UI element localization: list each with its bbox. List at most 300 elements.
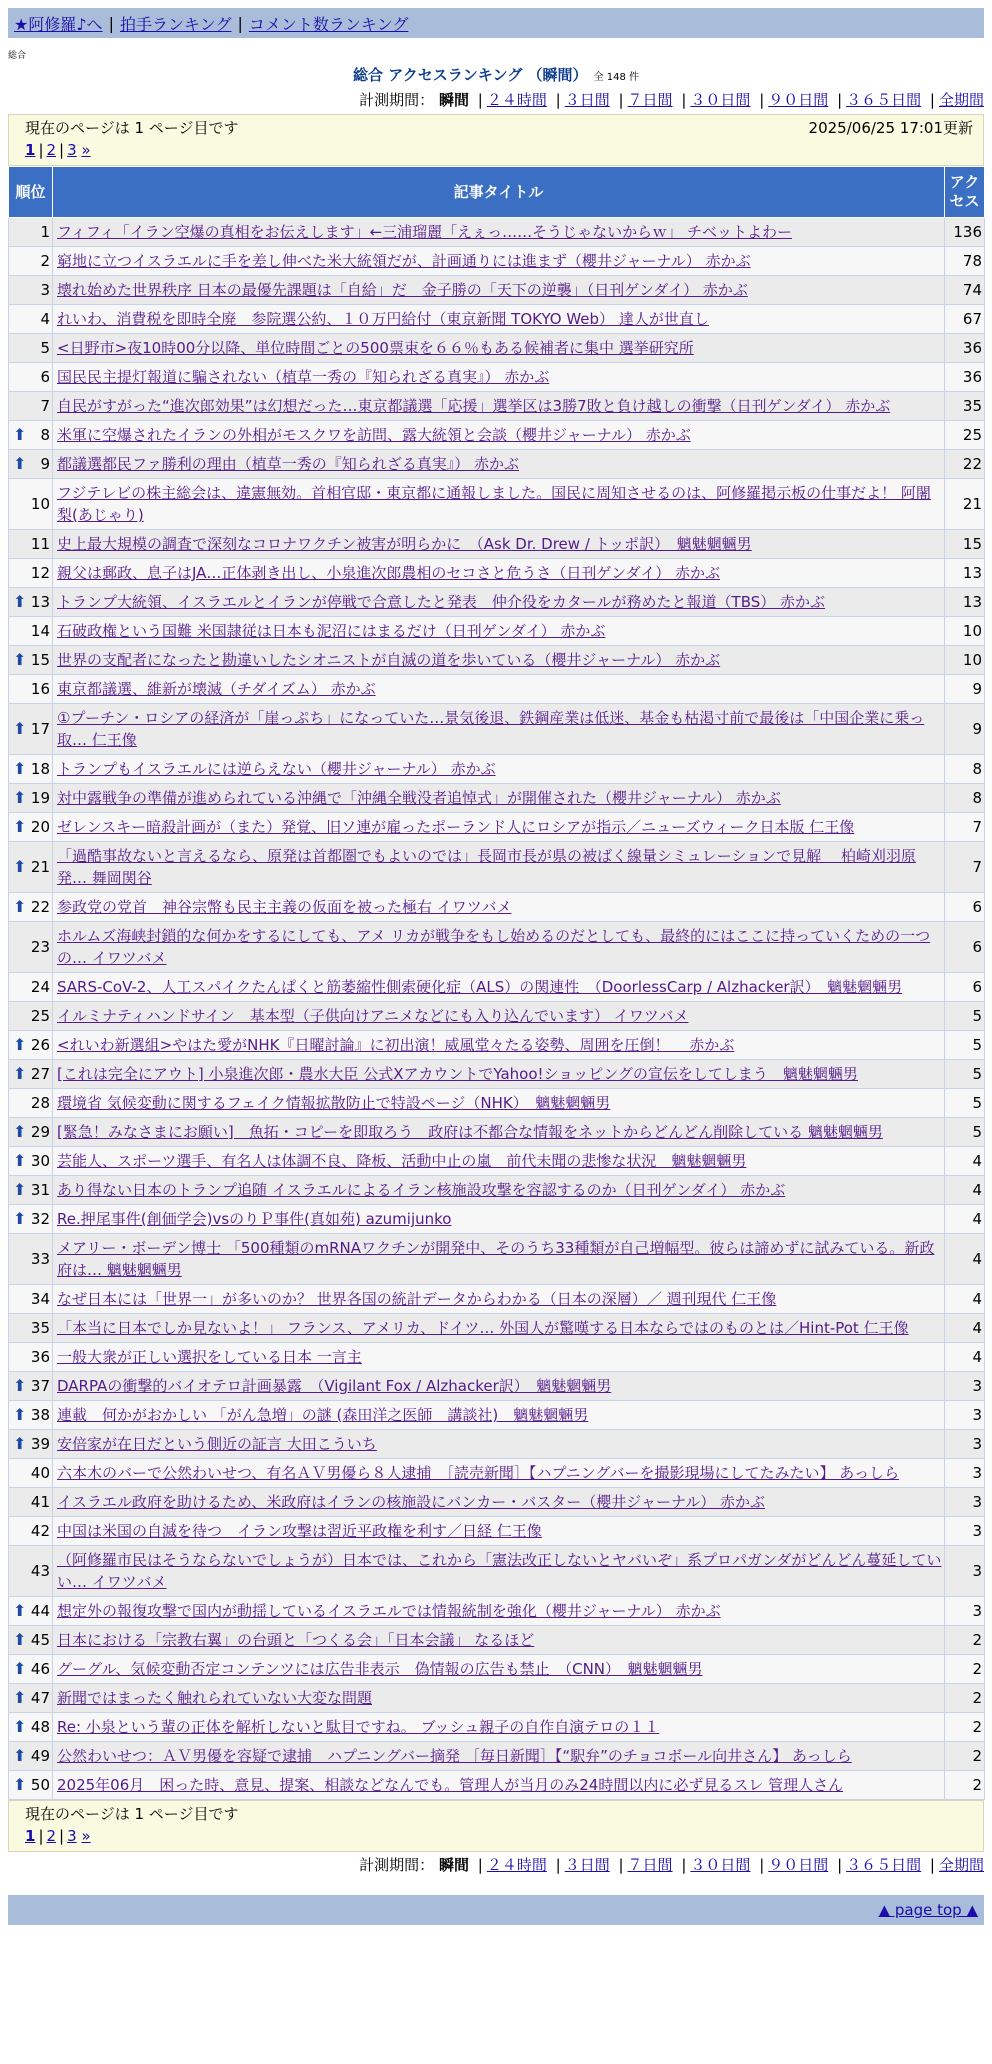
article-title-link[interactable]: 2025年06月 困った時、意見、提案、相談などなんでも。管理人が当月のみ24時間以内に必ず見るスレ 管理人さん [57,1776,844,1794]
pagination: 1 | 2 | 3 » [25,1827,91,1845]
article-title-link[interactable]: 一般大衆が正しい選択をしている日本 一言主 [57,1348,362,1366]
access-count: 13 [945,588,985,617]
access-count: 8 [945,755,985,784]
table-row [9,755,985,784]
title-cell [53,1597,945,1626]
article-title-link[interactable]: 「本当に日本でしか見ないよ！」 フランス、アメリカ、ドイツ… 外国人が驚嘆する日本ならではのものとは／Hint-Pot 仁王像 [57,1319,909,1337]
table-row [9,1147,985,1176]
rank-cell [9,1176,53,1205]
access-count: 3 [945,1488,985,1517]
rank-up-arrow-icon: ⬆ [13,1434,27,1453]
table-row [9,1488,985,1517]
title-cell [53,1771,945,1800]
article-title-link[interactable]: 親父は郵政、息子はJA…正体剥き出し、小泉進次郎農相のセコさと危うさ（日刊ゲンダイ） 赤かぶ [57,564,720,582]
table-row [9,1459,985,1488]
access-count: 8 [945,784,985,813]
access-count: 4 [945,1147,985,1176]
period-3d[interactable]: ３日間 [564,1856,610,1874]
article-title-link[interactable]: [これは完全にアウト] 小泉進次郎・農水大臣 公式XアカウントでYahoo!ショッピングの宣伝をしてしまう 魑魅魍魎男 [57,1065,858,1083]
rank-cell [9,1517,53,1546]
rank-number: 29 [30,1123,50,1141]
rank-number: 24 [30,978,50,996]
table-row [9,1771,985,1800]
rank-up-arrow-icon: ⬆ [13,1151,27,1170]
rank-cell [9,334,53,363]
table-row [9,1684,985,1713]
rank-up-arrow-icon: ⬆ [13,1122,27,1141]
period-label: 計測期間： [359,91,435,109]
article-title-link[interactable]: 芸能人、スポーツ選手、有名人は体調不良、降板、活動中止の嵐 前代未聞の悲惨な状況 魑魅魍魎男 [57,1152,747,1170]
access-count: 36 [945,363,985,392]
access-count: 3 [945,1401,985,1430]
article-title-link[interactable]: [緊急！みなさまにお願い] 魚拓・コピーを即取ろう 政府は不都合な情報をネットからどんどん削除している 魑魅魍魎男 [57,1123,883,1141]
rank-up-arrow-icon: ⬆ [13,454,27,473]
rank-cell [9,646,53,675]
page-link-2[interactable]: 2 [46,141,57,159]
rank-cell [9,1459,53,1488]
access-count: 2 [945,1742,985,1771]
rank-number: 48 [30,1718,50,1736]
title-cell [53,1742,945,1771]
title-cell [53,973,945,1002]
title-cell [53,675,945,704]
period-current: 瞬間 [438,1856,469,1874]
rank-cell [9,392,53,421]
rank-number: 27 [30,1065,50,1083]
period-90d[interactable]: ９０日間 [768,91,829,109]
title-cell [53,755,945,784]
rank-cell [9,218,53,247]
table-row [9,646,985,675]
article-title-link[interactable]: トランプもイスラエルには逆らえない（櫻井ジャーナル） 赤かぶ [57,760,496,778]
access-count: 10 [945,617,985,646]
rank-up-arrow-icon: ⬆ [13,1180,27,1199]
period-current: 瞬間 [438,91,469,109]
period-7d[interactable]: ７日間 [627,91,673,109]
article-title-link[interactable]: 世界の支配者になったと勘違いしたシオニストが自滅の道を歩いている（櫻井ジャーナル） 赤かぶ [57,651,721,669]
rank-cell [9,305,53,334]
access-count: 2 [945,1655,985,1684]
title-cell [53,1459,945,1488]
rank-cell [9,1488,53,1517]
article-title-link[interactable]: 米軍に空爆されたイランの外相がモスクワを訪問、露大統領と会談（櫻井ジャーナル） 赤かぶ [57,426,691,444]
article-title-link[interactable]: なぜ日本には「世界一」が多いのか？ 世界各国の統計データからわかる（日本の深層）／ 週刊現代 仁王像 [57,1290,777,1308]
article-title-link[interactable]: <れいわ新選組>やはた愛がNHK『日曜討論』に初出演！威風堂々たる姿勢、周囲を圧倒！ 赤かぶ [57,1036,735,1054]
comment-ranking-link[interactable]: コメント数ランキング [248,14,409,34]
rank-cell [9,1655,53,1684]
rank-cell [9,617,53,646]
article-title-link[interactable]: イスラエル政府を助けるため、米政府はイランの核施設にバンカー・バスター（櫻井ジャーナル） 赤かぶ [57,1493,765,1511]
access-count: 5 [945,1089,985,1118]
article-title-link[interactable]: 安倍家が在日だという側近の証言 大田こういち [57,1435,377,1453]
article-title-link[interactable]: 東京都議選、維新が壊滅（チダイズム） 赤かぶ [57,680,376,698]
rank-cell [9,421,53,450]
rank-number: 16 [30,680,50,698]
article-title-link[interactable]: Re.押尾事件(創価学会)vsのりＰ事件(真如苑) azumijunko [57,1210,452,1228]
rank-number: 40 [30,1464,50,1482]
rank-number: 38 [30,1406,50,1424]
rank-cell [9,922,53,973]
access-count: 4 [945,1234,985,1285]
rank-up-arrow-icon: ⬆ [13,1659,27,1678]
page-link-2[interactable]: 2 [46,1827,57,1845]
page-status: 現在のページは 1 ページ目です [25,1805,239,1823]
rank-up-arrow-icon: ⬆ [13,857,27,876]
title-cell [53,1089,945,1118]
rank-number: 5 [40,339,50,357]
article-title-link[interactable]: 環境省 気候変動に関するフェイク情報拡散防止で特設ページ（NHK） 魑魅魍魎男 [57,1094,611,1112]
pager-top [8,114,984,166]
rank-number: 32 [30,1210,50,1228]
article-title-link[interactable]: 中国は米国の自滅を待つ イラン攻撃は習近平政権を利す／日経 仁王像 [57,1522,542,1540]
rank-number: 11 [30,535,50,553]
table-row [9,450,985,479]
rank-cell [9,1372,53,1401]
access-count: 13 [945,559,985,588]
pagination: 1 | 2 | 3 » [25,141,91,159]
article-title-link[interactable]: 「過酷事故ないと言えるなら、原発は首都圏でもよいのでは」長岡市長が県の被ばく線量シミュレーションで見解 柏崎刈羽原発… 舞岡関谷 [57,847,916,887]
article-title-link[interactable]: イルミナティハンドサイン 基本型（子供向けアニメなどにも入り込んでいます） イワツバメ [57,1007,689,1025]
table-row [9,1626,985,1655]
table-row [9,1176,985,1205]
article-title-link[interactable]: （阿修羅市民はそうならないでしょうが）日本では、これから「憲法改正しないとヤバいぞ」系プロパガンダがどんどん蔓延していい… イワツバメ [57,1551,942,1591]
rank-up-arrow-icon: ⬆ [13,592,27,611]
rank-cell [9,704,53,755]
rank-up-arrow-icon: ⬆ [13,817,27,836]
rank-number: 12 [30,564,50,582]
period-7d[interactable]: ７日間 [627,1856,673,1874]
table-row [9,218,985,247]
article-title-link[interactable]: 想定外の報復攻撃で国内が動揺しているイスラエルでは情報統制を強化（櫻井ジャーナル） 赤かぶ [57,1602,721,1620]
rank-number: 47 [30,1689,50,1707]
ranking-table [8,166,985,1800]
period-all[interactable]: 全期間 [938,1856,984,1874]
rank-number: 36 [30,1348,50,1366]
table-row [9,1118,985,1147]
table-row [9,675,985,704]
rank-number: 9 [40,455,50,473]
rank-cell [9,893,53,922]
table-row [9,1742,985,1771]
title-cell [53,784,945,813]
access-count: 74 [945,276,985,305]
access-count: 5 [945,1002,985,1031]
title-cell [53,1285,945,1314]
article-title-link[interactable]: 連載 何かがおかしい 「がん急増」の謎 (森田洋之医師 講談社) 魑魅魍魎男 [57,1406,589,1424]
rank-up-arrow-icon: ⬆ [13,1209,27,1228]
rank-number: 19 [30,789,50,807]
column-header-title: 記事タイトル [53,167,945,218]
rank-up-arrow-icon: ⬆ [13,1630,27,1649]
table-row [9,247,985,276]
table-row [9,973,985,1002]
article-title-link[interactable]: 国民民主提灯報道に騙されない（植草一秀の『知られざる真実』） 赤かぶ [57,368,550,386]
page-top-link[interactable]: ▲ page top ▲ [878,1901,978,1919]
title-cell [53,1002,945,1031]
title-cell [53,1430,945,1459]
article-title-link[interactable]: あり得ない日本のトランプ追随 イスラエルによるイラン核施設攻撃を容認するのか（日刊ゲンダイ） 赤かぶ [57,1181,786,1199]
rank-number: 15 [30,651,50,669]
rank-cell [9,813,53,842]
rank-cell [9,1089,53,1118]
article-title-link[interactable]: 壊れ始めた世界秩序 日本の最優先課題は「自給」だ 金子勝の「天下の逆襲」（日刊ゲンダイ） 赤かぶ [57,281,748,299]
period-365d[interactable]: ３６５日間 [846,91,922,109]
title-cell [53,893,945,922]
overall-label: 総合 [8,51,27,61]
rank-cell [9,675,53,704]
access-count: 36 [945,334,985,363]
article-title-link[interactable]: フジテレビの株主総会は、違憲無効。首相官邸・東京都に通報しました。国民に周知させるのは、阿修羅掲示板の仕事だよ！ 阿闍梨(あじゃり) [57,484,931,524]
title-cell [53,813,945,842]
table-row [9,893,985,922]
rank-up-arrow-icon: ⬆ [13,1746,27,1765]
article-title-link[interactable]: ①プーチン・ロシアの経済が「崖っぷち」になっていた…景気後退、鉄鋼産業は低迷、基金も枯渇寸前で最後は「中国企業に乗っ取… 仁王像 [57,709,925,749]
table-row [9,1031,985,1060]
rank-cell [9,247,53,276]
table-row [9,1314,985,1343]
rank-number: 34 [30,1290,50,1308]
period-30d[interactable]: ３０日間 [690,1856,751,1874]
access-count: 9 [945,675,985,704]
rank-number: 21 [30,858,50,876]
title-cell [53,363,945,392]
article-title-link[interactable]: メアリー・ボーデン博士 「500種類のmRNAワクチンが開発中、そのうち33種類が自己増幅型。彼らは諦めずに試みている。新政府は… 魑魅魍魎男 [57,1239,935,1279]
access-count: 9 [945,704,985,755]
rank-up-arrow-icon: ⬆ [13,650,27,669]
rank-cell [9,1234,53,1285]
access-count: 10 [945,646,985,675]
title-cell [53,450,945,479]
table-row [9,1089,985,1118]
home-link[interactable]: ★阿修羅♪へ [14,14,103,34]
period-3d[interactable]: ３日間 [564,91,610,109]
title-cell [53,1684,945,1713]
rank-number: 6 [40,368,50,386]
table-row [9,530,985,559]
page-link-current[interactable]: 1 [25,141,36,159]
title-cell [53,1713,945,1742]
title-cell [53,559,945,588]
rank-cell [9,1147,53,1176]
rank-up-arrow-icon: ⬆ [13,759,27,778]
rank-cell [9,450,53,479]
rank-number: 20 [30,818,50,836]
title-cell [53,421,945,450]
title-cell [53,1372,945,1401]
article-title-link[interactable]: ホルムズ海峡封鎖的な何かをするにしても、アメ リカが戦争をもし始めるのだとしても、最終的にはここに持っていくための一つの… イワツバメ [57,927,931,967]
article-title-link[interactable]: フィフィ「イラン空爆の真相をお伝えします」←三浦瑠麗「えぇっ……そうじゃないからｗ」 チベットよわー [57,223,792,241]
title-cell [53,334,945,363]
access-count: 7 [945,813,985,842]
rank-up-arrow-icon: ⬆ [13,1717,27,1736]
table-row [9,1713,985,1742]
table-row [9,842,985,893]
access-count: 136 [945,218,985,247]
access-count: 78 [945,247,985,276]
bottom-bar [8,1895,984,1925]
rank-cell [9,1430,53,1459]
title-cell [53,1517,945,1546]
title-cell [53,1060,945,1089]
title-cell [53,479,945,530]
period-365d[interactable]: ３６５日間 [846,1856,922,1874]
article-title-link[interactable]: 六本木のバーで公然わいせつ、有名ＡＶ男優ら８人逮捕 ［読売新聞］【ハプニングバーを撮影現場にしてたみたい】 あっしら [57,1464,900,1482]
rank-cell [9,276,53,305]
access-count: 35 [945,392,985,421]
rank-cell [9,559,53,588]
title-cell [53,1205,945,1234]
rank-number: 33 [30,1250,50,1268]
rank-up-arrow-icon: ⬆ [13,1601,27,1620]
rank-up-arrow-icon: ⬆ [13,1688,27,1707]
period-all[interactable]: 全期間 [938,91,984,109]
access-count: 6 [945,922,985,973]
table-row [9,922,985,973]
column-header-access: アクセス [945,167,985,218]
rank-cell [9,1546,53,1597]
access-count: 4 [945,1285,985,1314]
rank-cell [9,842,53,893]
rank-number: 39 [30,1435,50,1453]
page-title [0,64,992,85]
article-title-link[interactable]: 新聞ではまったく触れられていない大変な問題 [57,1689,373,1707]
title-cell [53,922,945,973]
rank-cell [9,1771,53,1800]
table-row [9,1372,985,1401]
page-link-3[interactable]: 3 [67,141,77,159]
article-title-link[interactable]: 自民がすがった“進次郎効果”は幻想だった…東京都議選「応援」選挙区は3勝7敗と負け越しの衝撃（日刊ゲンダイ） 赤かぶ [57,397,891,415]
article-title-link[interactable]: <日野市>夜10時00分以降、単位時間ごとの500票束を６６％もある候補者に集中 選挙研究所 [57,339,694,357]
article-title-link[interactable]: トランプ大統領、イスラエルとイランが停戦で合意したと発表 仲介役をカタールが務めたと報道（TBS） 赤かぶ [57,593,826,611]
page-next-link[interactable]: » [81,141,91,159]
top-nav-bar [8,8,984,38]
rank-cell [9,479,53,530]
table-row [9,334,985,363]
article-title-link[interactable]: れいわ、消費税を即時全廃 参院選公約、１０万円給付（東京新聞 TOKYO Web） 達人が世直し [57,310,709,328]
rank-cell [9,363,53,392]
title-cell [53,530,945,559]
access-count: 3 [945,1430,985,1459]
rank-number: 17 [30,720,50,738]
access-count: 21 [945,479,985,530]
column-header-rank: 順位 [9,167,53,218]
rank-up-arrow-icon: ⬆ [13,1064,27,1083]
rank-number: 49 [30,1747,50,1765]
article-title-link[interactable]: 日本における「宗教右翼」の台頭と「つくる会」「日本会議」 なるほど [57,1631,535,1649]
rank-number: 14 [30,622,50,640]
rank-number: 10 [30,495,50,513]
page-link-current[interactable]: 1 [25,1827,36,1845]
title-cell [53,646,945,675]
rank-up-arrow-icon: ⬆ [13,897,27,916]
title-cell [53,1655,945,1684]
article-title-link[interactable]: 石破政権という国難 米国隷従は日本も泥沼にはまるだけ（日刊ゲンダイ） 赤かぶ [57,622,606,640]
period-selector: 計測期間： 瞬間 | ２４時間 | ３日間 | ７日間 | ３０日間 | ９０日間 | ３６５日間 | 全期間 [359,91,984,109]
applause-ranking-link[interactable]: 拍手ランキング [119,14,232,34]
rank-up-arrow-icon: ⬆ [13,1035,27,1054]
rank-cell [9,1060,53,1089]
article-title-link[interactable]: SARS-CoV-2、人工スパイクたんぱくと筋萎縮性側索硬化症（ALS）の関連性 （DoorlessCarp / Alzhacker訳） 魑魅魍魎男 [57,978,903,996]
rank-cell [9,1285,53,1314]
table-row [9,305,985,334]
title-cell [53,1626,945,1655]
article-title-link[interactable]: 史上最大規模の調査で深刻なコロナワクチン被害が明らかに （Ask Dr. Drew / トッポ訳） 魑魅魍魎男 [57,535,752,553]
period-30d[interactable]: ３０日間 [690,91,751,109]
table-row [9,1655,985,1684]
article-title-link[interactable]: 都議選都民ファ勝利の理由（植草一秀の『知られざる真実』） 赤かぶ [57,455,519,473]
title-cell [53,1147,945,1176]
rank-up-arrow-icon: ⬆ [13,719,27,738]
article-title-link[interactable]: 参政党の党首 神谷宗幣も民主主義の仮面を被った極右 イワツバメ [57,898,512,916]
rank-cell [9,1597,53,1626]
title-cell [53,392,945,421]
rank-number: 30 [30,1152,50,1170]
period-90d[interactable]: ９０日間 [768,1856,829,1874]
updated-time: 2025/06/25 17:01更新 [808,119,973,137]
title-cell [53,1118,945,1147]
access-count: 2 [945,1626,985,1655]
title-cell [53,1031,945,1060]
rank-up-arrow-icon: ⬆ [13,1775,27,1794]
table-row [9,588,985,617]
table-row [9,392,985,421]
table-row [9,1401,985,1430]
period-24h[interactable]: ２４時間 [486,91,547,109]
total-count: 全 148 件 [593,72,639,83]
access-count: 4 [945,1314,985,1343]
page-link-3[interactable]: 3 [67,1827,77,1845]
table-row [9,1060,985,1089]
page-status: 現在のページは 1 ページ目です [25,119,239,137]
access-count: 6 [945,973,985,1002]
rank-number: 28 [30,1094,50,1112]
page-next-link[interactable]: » [81,1827,91,1845]
rank-number: 45 [30,1631,50,1649]
rank-number: 41 [30,1493,50,1511]
table-row [9,1430,985,1459]
rank-number: 44 [30,1602,50,1620]
rank-up-arrow-icon: ⬆ [13,788,27,807]
table-row [9,1343,985,1372]
access-count: 3 [945,1546,985,1597]
period-24h[interactable]: ２４時間 [486,1856,547,1874]
table-row [9,704,985,755]
table-row [9,1285,985,1314]
article-title-link[interactable]: Re: 小泉という輩の正体を解析しないと駄目ですね。 ブッシュ親子の自作自演テロの１１ [57,1718,660,1736]
access-count: 3 [945,1597,985,1626]
article-title-link[interactable]: 公然わいせつ：ＡＶ男優を容疑で逮捕 ハプニングバー摘発 ［毎日新聞］【“駅弁”のチョコボール向井さん】 あっしら [57,1747,852,1765]
article-title-link[interactable]: グーグル、気候変動否定コンテンツには広告非表示 偽情報の広告も禁止 （CNN） 魑魅魍魎男 [57,1660,703,1678]
article-title-link[interactable]: 窮地に立つイスラエルに手を差し伸べた米大統領だが、計画通りには進まず（櫻井ジャーナル） 赤かぶ [57,252,751,270]
article-title-link[interactable]: DARPAの衝撃的バイオテロ計画暴露 （Vigilant Fox / Alzhacker訳） 魑魅魍魎男 [57,1377,612,1395]
rank-number: 35 [30,1319,50,1337]
access-count: 4 [945,1176,985,1205]
rank-cell [9,1401,53,1430]
access-count: 67 [945,305,985,334]
article-title-link[interactable]: 対中露戦争の準備が進められている沖縄で「沖縄全戦没者追悼式」が開催された（櫻井ジャーナル） 赤かぶ [57,789,781,807]
rank-number: 23 [30,938,50,956]
rank-number: 4 [40,310,50,328]
rank-number: 42 [30,1522,50,1540]
title-cell [53,588,945,617]
title-cell [53,1176,945,1205]
article-title-link[interactable]: ゼレンスキー暗殺計画が（また）発覚、旧ソ連が雇ったポーランド人にロシアが指示／ニューズウィーク日本版 仁王像 [57,818,855,836]
table-row [9,479,985,530]
access-count: 22 [945,450,985,479]
table-row [9,559,985,588]
access-count: 15 [945,530,985,559]
title-cell [53,1343,945,1372]
